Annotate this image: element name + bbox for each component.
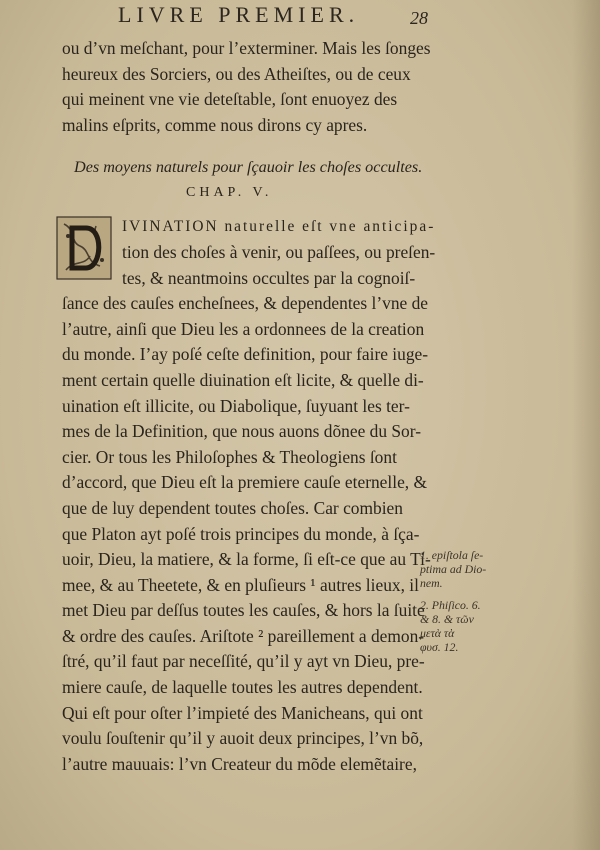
text-line: que de luy dependent toutes choſes. Car combien [62,497,403,518]
text-line: l’autre, ainſi que Dieu les a ordonnees de la creation [62,318,425,339]
text-line: uination eſt illicite, ou Diabolique, ſuyuant les ter- [62,395,410,416]
margin-note-line: 1. epiſtola ſe- [420,548,484,562]
text-line: heureux des Sorciers, ou des Atheiſtes, ou de ceux [62,63,411,84]
margin-note-line: 2. Phiſico. 6. [420,598,481,612]
margin-note-line: μετὰ τὰ [420,626,455,640]
text-line: tion des choſes à venir, ou paſſees, ou preſen- [122,241,436,262]
text-line: Qui eſt pour oſter l’impieté des Manicheans, qui ont [62,702,423,723]
text-line: IVINATION naturelle eſt vne anticipa- [122,218,436,236]
section-title: Des moyens naturels pour ſçauoir les choſes occultes. [74,158,423,177]
text-line: miere cauſe, de laquelle toutes les autres dependent. [62,677,423,698]
chapter-heading: CHAP. V. [186,185,273,201]
text-line: voulu ſouſtenir qu’il y auoit deux principes, l’vn bõ, [62,728,424,749]
text-line: d’accord, que Dieu eſt la premiere cauſe eternelle, & [62,472,428,493]
text-line: & ordre des cauſes. Ariſtote ² pareillement a demon- [62,625,425,646]
page-number: 28 [410,8,428,28]
text-line: ment certain quelle diuination eſt licite, & quelle di- [62,369,424,390]
text-line: ſtré, qu’il faut par neceſſité, qu’il y ayt vn Dieu, pre- [62,651,425,672]
text-line: met Dieu par deſſus toutes les cauſes, & hors la ſuite [62,600,425,621]
text-line: cier. Or tous les Philoſophes & Theologiens ſont [62,446,397,467]
page-edge-shadow [572,0,600,850]
text-line: mes de la Definition, que nous auons dõnee du Sor- [62,421,421,442]
ornamental-initial-d-icon [56,216,112,280]
text-line: que Platon ayt poſé trois principes du monde, à ſça- [62,523,420,544]
text-line: uoir, Dieu, la matiere, & la forme, ſi eſt-ce que au Ti- [62,549,431,570]
text-line: du monde. I’ay poſé ceſte definition, pour faire iuge- [62,344,429,365]
margin-note-line: φυσ. 12. [420,640,459,654]
paragraph [62,214,442,777]
margin-note-line: nem. [420,576,443,590]
text-line: malins eſprits, comme nous dirons cy apres. [62,114,368,135]
margin-note-line: & 8. & τῶν [420,612,474,626]
margin-note-line: ptima ad Dio- [420,562,487,576]
main-text [62,36,442,777]
text-line: tes, & neantmoins occultes par la cognoiſ- [122,267,416,288]
margin-note-1 [420,548,500,590]
margin-note-2 [420,598,500,654]
text-line: ſance des cauſes encheſnees, & dependentes l’vne de [62,293,429,314]
page-header [0,0,600,34]
text-line: ou d’vn meſchant, pour l’exterminer. Mais les ſonges [62,38,431,58]
text-line: qui meinent vne vie deteſtable, ſont enuoyez des [62,89,398,110]
running-head: LIVRE PREMIER. [118,2,360,27]
text-line: l’autre mauuais: l’vn Createur du mõde elemẽtaire, [62,753,417,774]
text-line: mee, & au Theetete, & en pluſieurs ¹ autres lieux, il [62,574,419,595]
